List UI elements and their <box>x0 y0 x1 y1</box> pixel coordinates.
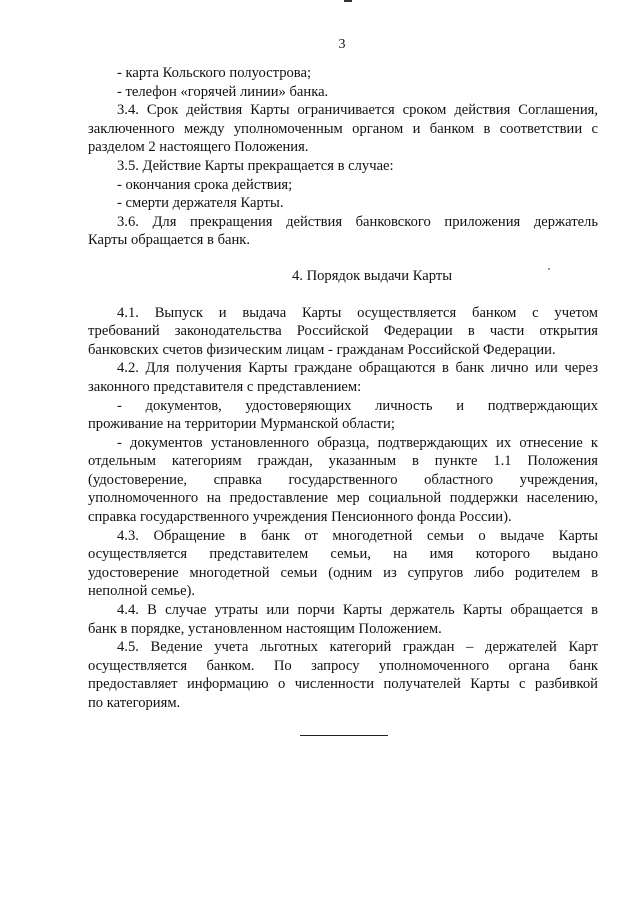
end-rule-divider <box>300 735 388 736</box>
clause-4-2-item-2-line-5: справка государственного учреждения Пенсионного фонда России). <box>88 509 512 526</box>
scan-mark <box>344 0 352 2</box>
clause-3-5: 3.5. Действие Карты прекращается в случае: <box>117 157 394 174</box>
clause-4-4-line-1: 4.4. В случае утраты или порчи Карты держатель Карты обращается в <box>117 602 598 619</box>
clause-3-4-line-1: 3.4. Срок действия Карты ограничивается сроком действия Соглашения, <box>117 102 598 119</box>
clause-4-4-line-2: банк в порядке, установленном настоящим Положением. <box>88 620 442 637</box>
clause-4-3-line-3: удостоверение многодетной семьи (одним из супругов либо родителем в <box>88 564 598 581</box>
clause-4-1-line-1: 4.1. Выпуск и выдача Карты осуществляется банком с учетом <box>117 304 598 321</box>
list-item-expiry: - окончания срока действия; <box>117 176 293 193</box>
clause-4-5-line-3: предоставляет информацию о численности получателей Карты с разбивкой <box>88 676 598 693</box>
clause-4-5-line-2: осуществляется банком. По запросу уполномоченного органа банк <box>88 657 598 674</box>
clause-3-6-line-2: Карты обращается в банк. <box>88 232 251 249</box>
clause-3-6-line-1: 3.6. Для прекращения действия банковского приложения держатель <box>117 213 598 230</box>
clause-4-3-line-1: 4.3. Обращение в банк от многодетной семьи о выдаче Карты <box>117 527 598 544</box>
clause-4-1-line-3: банковских счетов физическим лицам - гражданам Российской Федерации. <box>88 341 556 358</box>
clause-4-3-line-4: неполной семье). <box>88 583 196 600</box>
clause-3-4-line-2: заключенного между уполномоченным органом и банком в соответствии с <box>88 120 598 137</box>
section-heading: 4. Порядок выдачи Карты <box>291 267 453 284</box>
clause-4-2-item-2-line-4: уполномоченного на предоставление мер социальной поддержки населению, <box>88 490 598 507</box>
clause-4-2-item-2-line-3: (удостоверение, справка государственного областного учреждения, <box>88 471 598 488</box>
clause-4-5-line-1: 4.5. Ведение учета льготных категорий граждан – держателей Карт <box>117 639 598 656</box>
clause-4-2-item-2-line-2: отдельным категориям граждан, указанным в пункте 1.1 Положения <box>88 453 598 470</box>
clause-4-2-item-1-line-1: - документов, удостоверяющих личность и подтверждающих <box>117 397 598 414</box>
list-item-map: - карта Кольского полуострова; <box>117 65 312 81</box>
document-body <box>88 64 598 713</box>
list-item-hotline: - телефон «горячей линии» банка. <box>117 83 329 100</box>
clause-4-2-line-1: 4.2. Для получения Карты граждане обращаются в банк лично или через <box>117 360 598 377</box>
clause-4-1-line-2: требований законодательства Российской Федерации в части открытия <box>88 323 598 340</box>
clause-3-4-line-3: разделом 2 настоящего Положения. <box>88 139 309 156</box>
clause-4-2-item-1-line-2: проживание на территории Мурманской области; <box>88 416 395 433</box>
page-number: 3 <box>338 37 346 52</box>
scan-speck <box>548 268 550 270</box>
clause-4-2-line-2: законного представителя с представлением: <box>88 378 362 395</box>
clause-4-5-line-4: по категориям. <box>88 695 181 711</box>
clause-4-3-line-2: осуществляется представителем семьи, на имя которого выдано <box>88 546 598 563</box>
list-item-death: - смерти держателя Карты. <box>117 195 284 212</box>
clause-4-2-item-2-line-1: - документов установленного образца, подтверждающих их отнесение к <box>117 434 598 451</box>
